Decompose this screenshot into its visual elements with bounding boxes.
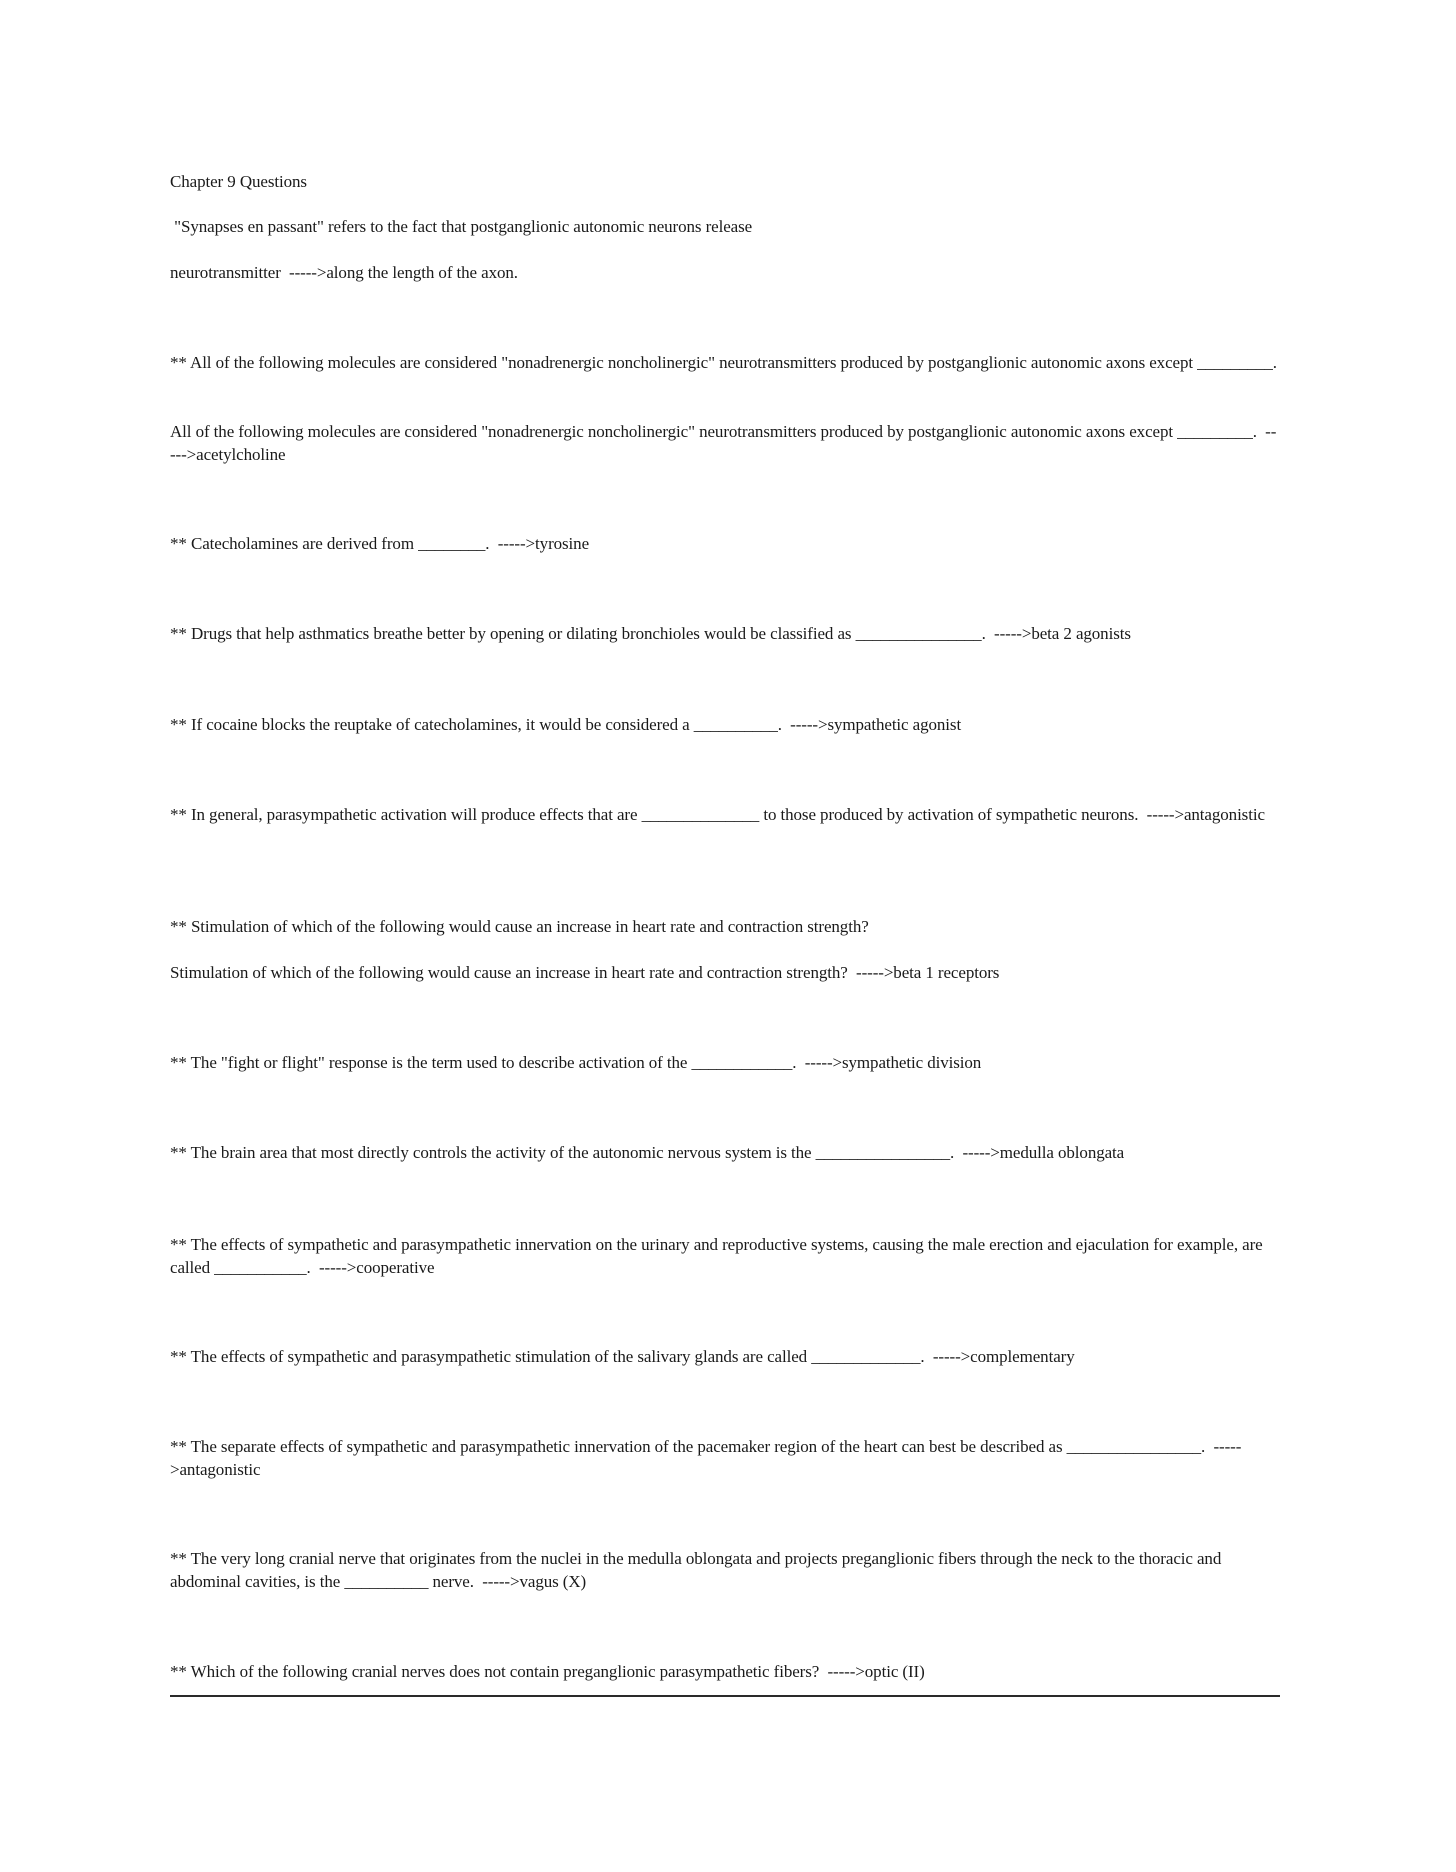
paragraph-6: ** Drugs that help asthmatics breathe better by opening or dilating bronchioles would be classified as _______________. ----->beta 2 agonists: [170, 624, 1131, 643]
paragraph-17: ** Which of the following cranial nerves does not contain preganglionic parasympathetic fibers? ----->optic (II): [170, 1662, 925, 1681]
paragraph-13: ** The effects of sympathetic and parasympathetic innervation on the urinary and reproductive systems, causing the male erection and ejaculation for example, are called ___________. ----->cooperative: [170, 1235, 1267, 1277]
horizontal-rule: [170, 1695, 1280, 1697]
paragraph-5: ** Catecholamines are derived from ________. ----->tyrosine: [170, 534, 590, 553]
page-title: Chapter 9 Questions: [170, 172, 307, 191]
paragraph-9: ** Stimulation of which of the following would cause an increase in heart rate and contraction strength?: [170, 917, 869, 936]
paragraph-14: ** The effects of sympathetic and parasympathetic stimulation of the salivary glands are called _____________. ----->complementary: [170, 1347, 1075, 1366]
paragraph-4: All of the following molecules are considered "nonadrenergic noncholinergic" neurotransmitters produced by postganglionic autonomic axons except _________. ----->acetylcholine: [170, 422, 1277, 464]
paragraph-7: ** If cocaine blocks the reuptake of catecholamines, it would be considered a __________. ----->sympathetic agonist: [170, 715, 962, 734]
paragraph-16: ** The very long cranial nerve that originates from the nuclei in the medulla oblongata and projects preganglionic fibers through the neck to the thoracic and abdominal cavities, is the __________ nerve. ----->vagus (X): [170, 1549, 1226, 1591]
paragraph-12: ** The brain area that most directly controls the activity of the autonomic nervous system is the ________________. ----->medulla oblongata: [170, 1143, 1125, 1162]
paragraph-2: neurotransmitter ----->along the length of the axon.: [170, 263, 518, 282]
paragraph-8: ** In general, parasympathetic activation will produce effects that are ______________ to those produced by activation of sympathetic neurons. ----->antagonistic: [170, 805, 1265, 824]
paragraph-3: ** All of the following molecules are considered "nonadrenergic noncholinergic" neurotransmitters produced by postganglionic autonomic axons except _________.: [170, 353, 1277, 372]
paragraph-10: Stimulation of which of the following would cause an increase in heart rate and contraction strength? ----->beta 1 receptors: [170, 963, 1000, 982]
paragraph-1: "Synapses en passant" refers to the fact that postganglionic autonomic neurons release: [170, 217, 753, 236]
paragraph-11: ** The "fight or flight" response is the term used to describe activation of the ____________. ----->sympathetic division: [170, 1053, 982, 1072]
paragraph-15: ** The separate effects of sympathetic and parasympathetic innervation of the pacemaker region of the heart can best be described as ________________. ----->antagonistic: [170, 1437, 1242, 1479]
